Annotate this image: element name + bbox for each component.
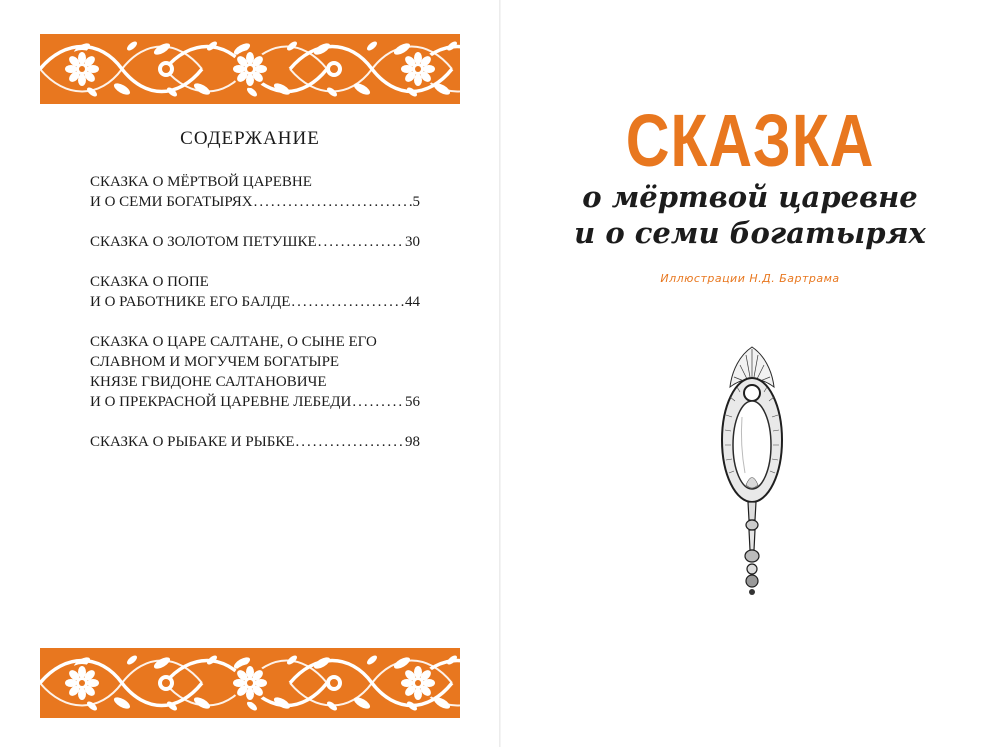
toc-entry-text: КНЯЗЕ ГВИДОНЕ САЛТАНОВИЧЕ bbox=[90, 374, 327, 390]
toc-entry-text: СКАЗКА О ПОПЕ bbox=[90, 274, 209, 290]
cover-subtitle-line-1: о мёртвой царевне bbox=[582, 180, 918, 214]
toc-page-number: 98 bbox=[405, 434, 420, 450]
toc-entry-line bbox=[90, 352, 420, 372]
toc-entry-line bbox=[90, 292, 420, 312]
toc-entry-line bbox=[90, 432, 420, 452]
toc-entry-line bbox=[90, 172, 420, 192]
toc-leader-dots bbox=[253, 192, 412, 212]
toc-entry-line bbox=[90, 232, 420, 252]
floral-ornament-icon bbox=[40, 648, 460, 718]
hand-mirror-illustration bbox=[712, 345, 792, 600]
toc-entry-text: СКАЗКА О ЗОЛОТОМ ПЕТУШКЕ bbox=[90, 234, 317, 250]
toc-entry-line bbox=[90, 372, 420, 392]
toc-entry bbox=[90, 172, 420, 212]
table-of-contents bbox=[90, 172, 420, 472]
toc-entry bbox=[90, 232, 420, 252]
toc-entry bbox=[90, 432, 420, 452]
toc-entry-text: СКАЗКА О РЫБАКЕ И РЫБКЕ bbox=[90, 434, 295, 450]
cover-subtitle-line-2: и о семи богатырях bbox=[574, 216, 926, 250]
toc-entry-text: И О СЕМИ БОГАТЫРЯХ bbox=[90, 194, 253, 210]
floral-ornament-icon bbox=[40, 34, 460, 104]
toc-page-number: 30 bbox=[405, 234, 420, 250]
toc-leader-dots bbox=[290, 292, 404, 312]
toc-entry-line bbox=[90, 192, 420, 212]
toc-leader-dots bbox=[295, 432, 404, 452]
book-gutter bbox=[499, 0, 501, 747]
toc-entry bbox=[90, 272, 420, 312]
toc-page-number: 44 bbox=[405, 294, 420, 310]
toc-page-number: 5 bbox=[412, 194, 420, 210]
toc-entry-text: СЛАВНОМ И МОГУЧЕМ БОГАТЫРЕ bbox=[90, 354, 340, 370]
toc-leader-dots bbox=[351, 392, 404, 412]
illustrator-credit: Иллюстрации Н.Д. Бартрама bbox=[660, 272, 840, 285]
toc-entry-text: И О ПРЕКРАСНОЙ ЦАРЕВНЕ ЛЕБЕДИ bbox=[90, 394, 352, 410]
toc-entry-text: И О РАБОТНИКЕ ЕГО БАЛДЕ bbox=[90, 294, 291, 310]
toc-entry-text: СКАЗКА О ЦАРЕ САЛТАНЕ, О СЫНЕ ЕГО bbox=[90, 334, 377, 350]
toc-leader-dots bbox=[317, 232, 404, 252]
toc-entry-line bbox=[90, 332, 420, 352]
toc-title: СОДЕРЖАНИЕ bbox=[180, 128, 320, 149]
toc-entry-line bbox=[90, 272, 420, 292]
toc-entry-line bbox=[90, 392, 420, 412]
toc-page-number: 56 bbox=[405, 394, 420, 410]
toc-entry-text: СКАЗКА О МЁРТВОЙ ЦАРЕВНЕ bbox=[90, 174, 312, 190]
cover-title: СКАЗКА bbox=[625, 99, 875, 182]
toc-entry bbox=[90, 332, 420, 412]
